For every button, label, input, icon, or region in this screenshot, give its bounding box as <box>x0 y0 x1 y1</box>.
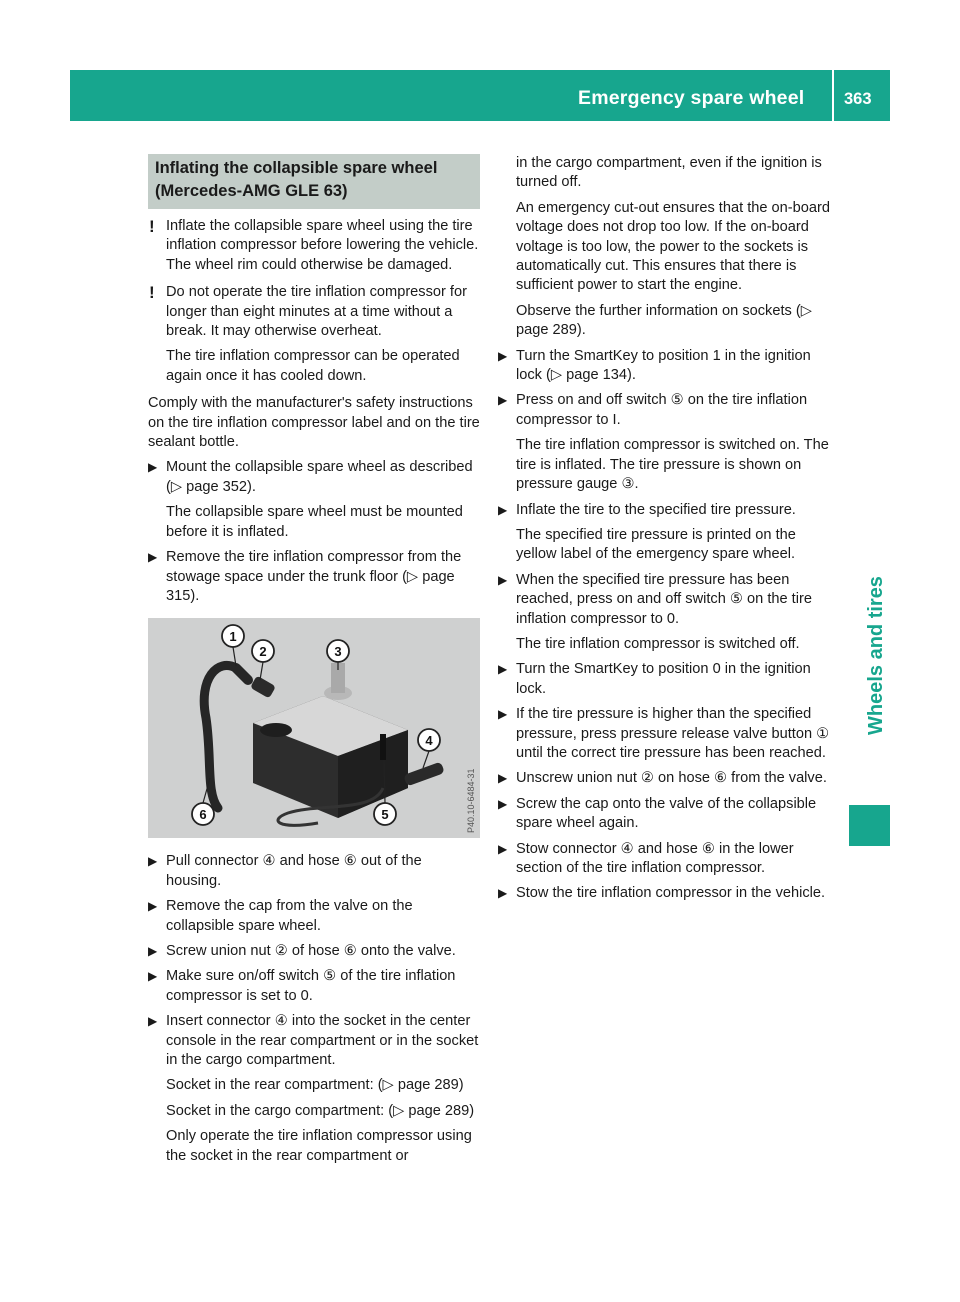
body-text: Observe the further information on sockets (▷ page 289). <box>516 302 812 339</box>
instruction-step <box>148 942 480 961</box>
instruction-step <box>498 884 833 903</box>
warning-text: Do not operate the tire inflation compressor for longer than eight minutes at a time without a break. It may otherwise overheat. <box>166 284 467 340</box>
step-text: Screw the cap onto the valve of the collapsible spare wheel again. <box>516 795 817 832</box>
instruction-step <box>498 391 833 494</box>
instruction-step <box>148 548 480 606</box>
instruction-step <box>498 660 833 699</box>
callout-6: 6 <box>199 807 207 823</box>
step-text: Press on and off switch ⑤ on the tire inflation compressor to I. <box>516 392 808 428</box>
callout-1: 1 <box>229 629 237 645</box>
step-text: Mount the collapsible spare wheel as described (▷ page 352). <box>166 459 473 495</box>
step-text: Remove the cap from the valve on the collapsible spare wheel. <box>166 898 413 934</box>
instruction-step <box>148 967 480 1006</box>
step-text: Remove the tire inflation compressor from the stowage space under the trunk floor (▷ page 315). <box>166 549 462 604</box>
intro-text: Comply with the manufacturer's safety instructions on the tire inflation compressor label and on the tire sealant bottle. <box>148 395 480 451</box>
step-text: Insert connector ④ into the socket in the center console in the rear compartment or in the socket in the cargo compartment. <box>166 1013 479 1068</box>
section-heading: Inflating the collapsible spare wheel (Mercedes-AMG GLE 63) <box>148 154 480 209</box>
body-text: An emergency cut-out ensures that the on-board voltage does not drop too low. If the on-board voltage is too low, the power to the sockets is automatically cut. This ensures that there is sufficient power to start the engine. <box>516 199 830 294</box>
step-note: The tire inflation compressor is switched on. The tire is inflated. The tire pressure is shown on pressure gauge ③. <box>516 437 829 493</box>
step-arrow-icon: ▶ <box>148 943 158 958</box>
callout-2: 2 <box>259 644 267 660</box>
step-note: The collapsible spare wheel must be mounted before it is inflated. <box>166 504 463 540</box>
figure-code: P40.10-6484-31 <box>466 768 476 834</box>
step-note: Only operate the tire inflation compressor using the socket in the rear compartment or <box>166 1128 472 1164</box>
step-text: Pull connector ④ and hose ⑥ out of the housing. <box>166 853 422 889</box>
instruction-step <box>148 897 480 936</box>
instruction-step <box>148 1012 480 1166</box>
instruction-step <box>148 458 480 542</box>
warning-note <box>148 283 480 386</box>
warning-text: The tire inflation compressor can be operated again once it has cooled down. <box>166 348 460 384</box>
step-text: Turn the SmartKey to position 1 in the ignition lock (▷ page 134). <box>516 347 811 384</box>
right-column <box>498 154 833 910</box>
instruction-step <box>498 840 833 879</box>
instruction-step <box>498 571 833 655</box>
step-text: Inflate the tire to the specified tire pressure. <box>516 501 796 518</box>
instruction-step <box>498 769 833 788</box>
step-arrow-icon: ▶ <box>498 572 508 587</box>
step-arrow-icon: ▶ <box>148 899 158 914</box>
step-arrow-icon: ▶ <box>148 854 158 869</box>
step-arrow-icon: ▶ <box>498 662 508 677</box>
step-arrow-icon: ▶ <box>148 969 158 984</box>
step-note: Socket in the rear compartment: (▷ page 289) <box>166 1077 464 1094</box>
step-text: Stow connector ④ and hose ⑥ in the lower section of the tire inflation compressor. <box>516 840 794 876</box>
compressor-drawing <box>148 618 480 838</box>
compressor-illustration <box>148 618 480 838</box>
step-arrow-icon: ▶ <box>498 771 508 786</box>
warning-text: Inflate the collapsible spare wheel using the tire inflation compressor before lowering the vehicle. The wheel rim could otherwise be damaged. <box>166 218 479 273</box>
section-title: Emergency spare wheel <box>578 87 805 109</box>
callout-3: 3 <box>334 644 342 660</box>
step-arrow-icon: ▶ <box>148 1014 158 1029</box>
side-tab-marker <box>849 805 890 846</box>
step-arrow-icon: ▶ <box>498 796 508 811</box>
step-text: Turn the SmartKey to position 0 in the ignition lock. <box>516 661 811 697</box>
step-arrow-icon: ▶ <box>498 841 508 856</box>
step-arrow-icon: ▶ <box>148 550 158 565</box>
instruction-step <box>498 705 833 763</box>
step-text: Unscrew union nut ② on hose ⑥ from the valve. <box>516 770 827 787</box>
callout-5: 5 <box>381 807 389 823</box>
header-divider <box>832 70 834 121</box>
side-tab-label: Wheels and tires <box>865 576 887 735</box>
warning-note <box>148 217 480 275</box>
body-text: in the cargo compartment, even if the ignition is turned off. <box>516 155 822 191</box>
step-text: If the tire pressure is higher than the specified pressure, press pressure release valve button ① until the correct tire pressure has been reached. <box>516 706 830 761</box>
step-text: Make sure on/off switch ⑤ of the tire inflation compressor is set to 0. <box>166 968 456 1004</box>
step-note: The tire inflation compressor is switched off. <box>516 635 800 652</box>
step-note: The specified tire pressure is printed on the yellow label of the emergency spare wheel. <box>516 526 796 563</box>
instruction-step <box>498 347 833 386</box>
left-column <box>148 154 480 1172</box>
step-arrow-icon: ▶ <box>498 348 508 363</box>
callout-4: 4 <box>425 733 433 749</box>
continued-text <box>498 154 833 341</box>
step-arrow-icon: ▶ <box>148 460 158 475</box>
page-number: 363 <box>844 90 872 108</box>
instruction-step <box>498 795 833 834</box>
warning-icon: ! <box>149 283 155 303</box>
step-text: When the specified tire pressure has been reached, press on and off switch ⑤ on the tire inflation compressor to 0. <box>516 571 812 627</box>
step-arrow-icon: ▶ <box>498 393 508 408</box>
step-arrow-icon: ▶ <box>498 707 508 722</box>
step-arrow-icon: ▶ <box>498 502 508 517</box>
instruction-step <box>498 501 833 565</box>
step-text: Screw union nut ② of hose ⑥ onto the valve. <box>166 942 456 959</box>
step-note: Socket in the cargo compartment: (▷ page 289) <box>166 1102 475 1119</box>
step-text: Stow the tire inflation compressor in the vehicle. <box>516 885 826 902</box>
step-arrow-icon: ▶ <box>498 886 508 901</box>
warning-icon: ! <box>149 217 155 236</box>
instruction-step <box>148 852 480 891</box>
